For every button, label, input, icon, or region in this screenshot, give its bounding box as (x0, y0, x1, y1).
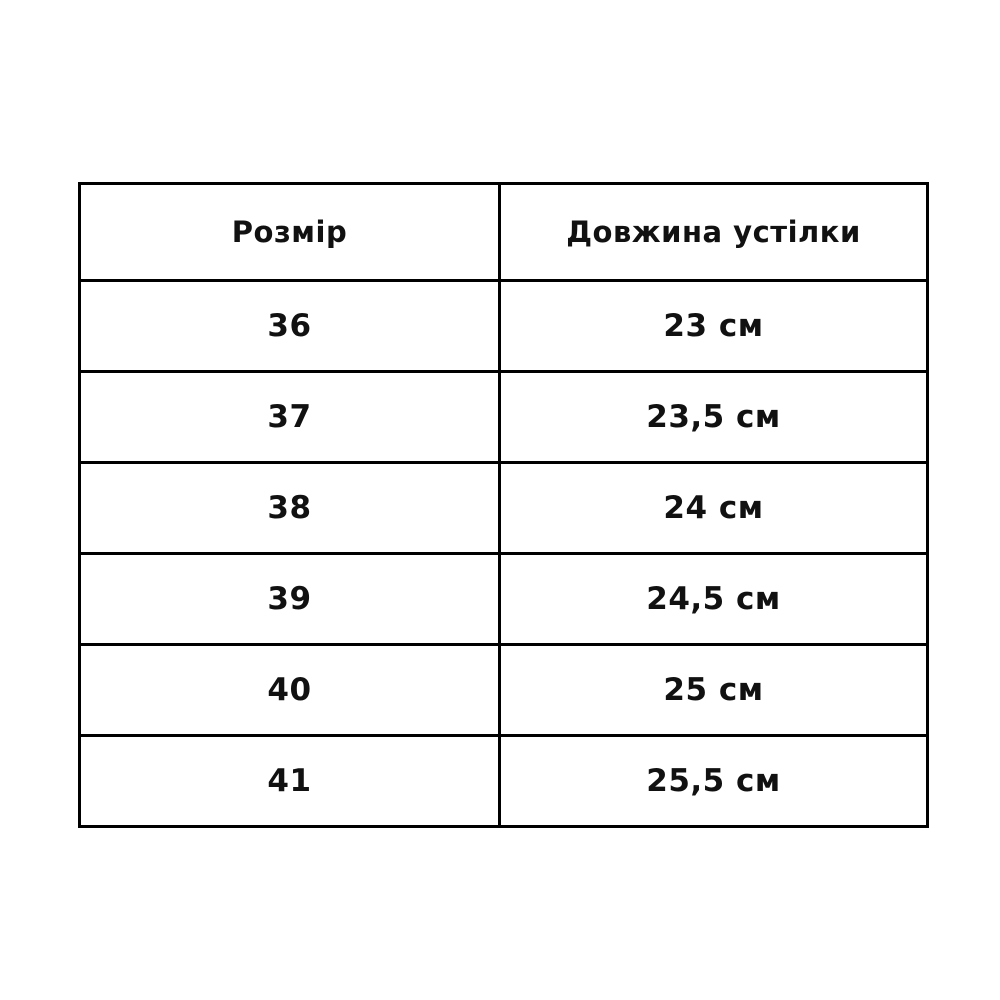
cell-size: 41 (80, 736, 500, 827)
cell-size: 36 (80, 281, 500, 372)
table-row (80, 645, 928, 736)
size-table-head (80, 184, 928, 281)
cell-length: 24,5 см (500, 554, 928, 645)
size-table (78, 182, 929, 828)
cell-size: 39 (80, 554, 500, 645)
cell-length: 23 см (500, 281, 928, 372)
table-row (80, 463, 928, 554)
table-row (80, 281, 928, 372)
table-row (80, 372, 928, 463)
cell-length: 24 см (500, 463, 928, 554)
table-header-row (80, 184, 928, 281)
cell-size: 37 (80, 372, 500, 463)
cell-length: 25,5 см (500, 736, 928, 827)
size-table-container (78, 182, 926, 828)
table-row (80, 554, 928, 645)
table-row (80, 736, 928, 827)
cell-size: 40 (80, 645, 500, 736)
header-size: Розмір (80, 184, 500, 281)
size-table-body (80, 281, 928, 827)
cell-size: 38 (80, 463, 500, 554)
header-insole-length: Довжина устілки (500, 184, 928, 281)
cell-length: 23,5 см (500, 372, 928, 463)
cell-length: 25 см (500, 645, 928, 736)
